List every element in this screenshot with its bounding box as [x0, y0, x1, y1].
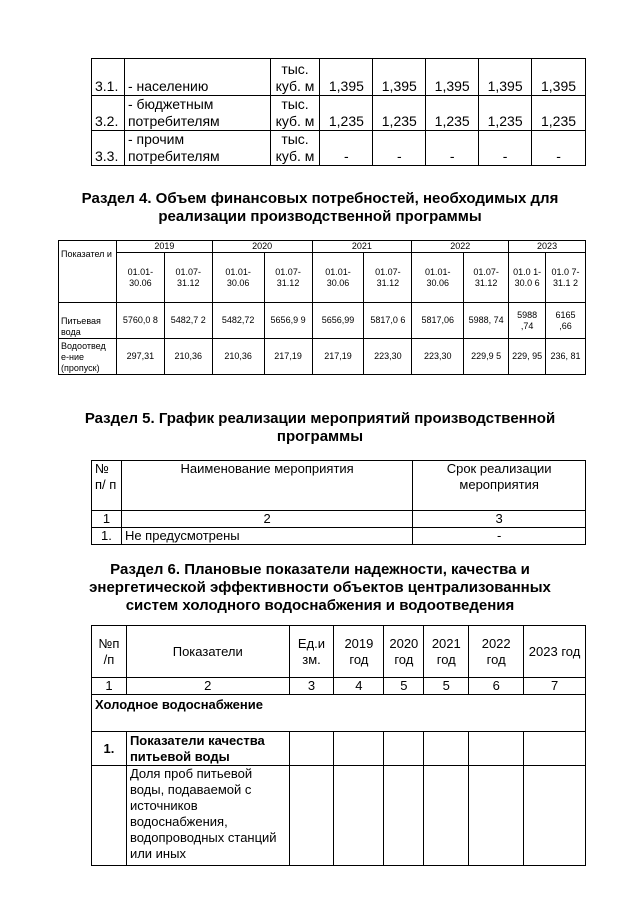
index-cell: 5: [384, 678, 424, 695]
empty-cell: [469, 732, 524, 766]
value-cell: 210,36: [164, 339, 212, 375]
year-2019: 2019: [116, 241, 212, 253]
value-cell: 5988 ,74: [509, 303, 546, 339]
indicator-name: Питьевая вода: [59, 303, 117, 339]
value-cell: 297,31: [116, 339, 164, 375]
table-row: [59, 339, 586, 375]
unit: тыс. куб. м: [270, 59, 320, 96]
value-cell: 1,395: [373, 59, 426, 96]
indicator-header: Показател и: [59, 241, 117, 303]
period-cell: 01.07- 31.12: [464, 253, 509, 303]
value-cell: -: [479, 131, 532, 166]
row-number: 3.1.: [92, 59, 125, 96]
row-number: 3.3.: [92, 131, 125, 166]
value-cell: 223,30: [364, 339, 412, 375]
value-cell: 1,395: [426, 59, 479, 96]
year-2023-header: 2023 год: [524, 626, 586, 678]
consumer-name: - прочим потребителям: [124, 131, 270, 166]
period-cell: 01.01- 30.06: [312, 253, 364, 303]
value-cell: -: [373, 131, 426, 166]
section6-title-line1: Раздел 6. Плановые показатели надежности, качества и: [110, 561, 530, 578]
period-cell: 01.07- 31.12: [264, 253, 312, 303]
index-cell: 6: [469, 678, 524, 695]
year-2020-header: 2020 год: [384, 626, 424, 678]
table-row: [92, 695, 586, 732]
term-header: Срок реализации мероприятия: [413, 461, 586, 511]
unit: тыс. куб. м: [270, 131, 320, 166]
section6-title: [0, 561, 640, 615]
value-cell: -: [532, 131, 586, 166]
index-cell: 5: [424, 678, 469, 695]
table-row: [92, 511, 586, 528]
group-title: Холодное водоснабжение: [92, 695, 586, 732]
section4-title: [0, 190, 640, 226]
value-cell: 223,30: [412, 339, 464, 375]
empty-cell: [334, 732, 384, 766]
year-2021: 2021: [312, 241, 412, 253]
empty-cell: [424, 766, 469, 866]
period-cell: 01.01- 30.06: [212, 253, 264, 303]
index-cell: 3: [413, 511, 586, 528]
value-cell: 1,395: [532, 59, 586, 96]
empty-cell: [92, 766, 127, 866]
name-header: Наименование мероприятия: [121, 461, 412, 511]
measure-name: Не предусмотрены: [121, 528, 412, 545]
value-cell: 5482,7 2: [164, 303, 212, 339]
value-cell: 229,9 5: [464, 339, 509, 375]
empty-cell: [524, 732, 586, 766]
empty-cell: [469, 766, 524, 866]
value-cell: 229, 95: [509, 339, 546, 375]
value-cell: -: [426, 131, 479, 166]
value-cell: 217,19: [312, 339, 364, 375]
year-2020: 2020: [212, 241, 312, 253]
row-number: 1.: [92, 528, 122, 545]
num-header: № п/ п: [92, 461, 122, 511]
table-row: [92, 96, 586, 131]
table-row: [92, 528, 586, 545]
value-cell: 1,235: [532, 96, 586, 131]
value-cell: 5760,0 8: [116, 303, 164, 339]
empty-cell: [384, 766, 424, 866]
empty-cell: [424, 732, 469, 766]
consumer-name: - населению: [124, 59, 270, 96]
row-number: 3.2.: [92, 96, 125, 131]
table-row: [92, 626, 586, 678]
item-number: 1.: [92, 732, 127, 766]
section4-title-line2: реализации производственной программы: [158, 208, 482, 225]
section5-title-line2: программы: [276, 428, 364, 445]
indicators-table: [91, 625, 586, 866]
period-cell: 01.01- 30.06: [116, 253, 164, 303]
tariff-table: [91, 58, 586, 166]
num-header: №п /п: [92, 626, 127, 678]
empty-cell: [384, 732, 424, 766]
table-row: [59, 241, 586, 253]
value-cell: 1,235: [373, 96, 426, 131]
value-cell: 1,235: [479, 96, 532, 131]
table-row: [92, 732, 586, 766]
index-cell: 2: [121, 511, 412, 528]
value-cell: 1,395: [320, 59, 373, 96]
section5-title-line1: Раздел 5. График реализации мероприятий производственной: [84, 410, 556, 427]
index-cell: 2: [126, 678, 289, 695]
indicator-name: Водоотвед е-ние (пропуск): [59, 339, 117, 375]
value-cell: 5482,72: [212, 303, 264, 339]
item-name: Показатели качества питьевой воды: [126, 732, 289, 766]
index-cell: 3: [289, 678, 334, 695]
value-cell: -: [320, 131, 373, 166]
value-cell: 5817,06: [412, 303, 464, 339]
empty-cell: [289, 732, 334, 766]
consumer-name: - бюджетным потребителям: [124, 96, 270, 131]
table-row: [59, 253, 586, 303]
table-row: [92, 766, 586, 866]
value-cell: 1,395: [479, 59, 532, 96]
section5-title: [0, 410, 640, 446]
table-row: [59, 303, 586, 339]
value-cell: 5817,0 6: [364, 303, 412, 339]
section6-title-line3: систем холодного водоснабжения и водоотведения: [125, 597, 515, 614]
value-cell: 236, 81: [546, 339, 586, 375]
year-2019-header: 2019 год: [334, 626, 384, 678]
value-cell: 5656,9 9: [264, 303, 312, 339]
table-row: [92, 678, 586, 695]
value-cell: 5988, 74: [464, 303, 509, 339]
empty-cell: [334, 766, 384, 866]
year-2023: 2023: [509, 241, 586, 253]
index-cell: 1: [92, 511, 122, 528]
year-2022-header: 2022 год: [469, 626, 524, 678]
sub-indicator-text: Доля проб питьевой воды, подаваемой с источников водоснабжения, водопроводных станций или иных: [126, 766, 289, 866]
year-2022: 2022: [412, 241, 509, 253]
unit-header: Ед.и зм.: [289, 626, 334, 678]
value-cell: 217,19: [264, 339, 312, 375]
value-cell: 210,36: [212, 339, 264, 375]
period-cell: 01.07- 31.12: [364, 253, 412, 303]
table-row: [92, 461, 586, 511]
value-cell: 1,235: [320, 96, 373, 131]
value-cell: 5656,99: [312, 303, 364, 339]
index-cell: 7: [524, 678, 586, 695]
period-cell: 01.01- 30.06: [412, 253, 464, 303]
value-cell: 6165 ,66: [546, 303, 586, 339]
period-cell: 01.07- 31.12: [164, 253, 212, 303]
empty-cell: [524, 766, 586, 866]
unit: тыс. куб. м: [270, 96, 320, 131]
period-cell: 01.0 1- 30.0 6: [509, 253, 546, 303]
empty-cell: [289, 766, 334, 866]
section6-title-line2: энергетической эффективности объектов централизованных: [89, 579, 551, 596]
table-row: [92, 131, 586, 166]
schedule-table: [91, 460, 586, 545]
index-cell: 1: [92, 678, 127, 695]
indicator-header: Показатели: [126, 626, 289, 678]
section4-title-line1: Раздел 4. Объем финансовых потребностей, необходимых для: [81, 190, 559, 207]
index-cell: 4: [334, 678, 384, 695]
table-row: [92, 59, 586, 96]
year-2021-header: 2021 год: [424, 626, 469, 678]
value-cell: 1,235: [426, 96, 479, 131]
period-cell: 01.0 7- 31.1 2: [546, 253, 586, 303]
financial-needs-table: [58, 240, 586, 375]
measure-term: -: [413, 528, 586, 545]
